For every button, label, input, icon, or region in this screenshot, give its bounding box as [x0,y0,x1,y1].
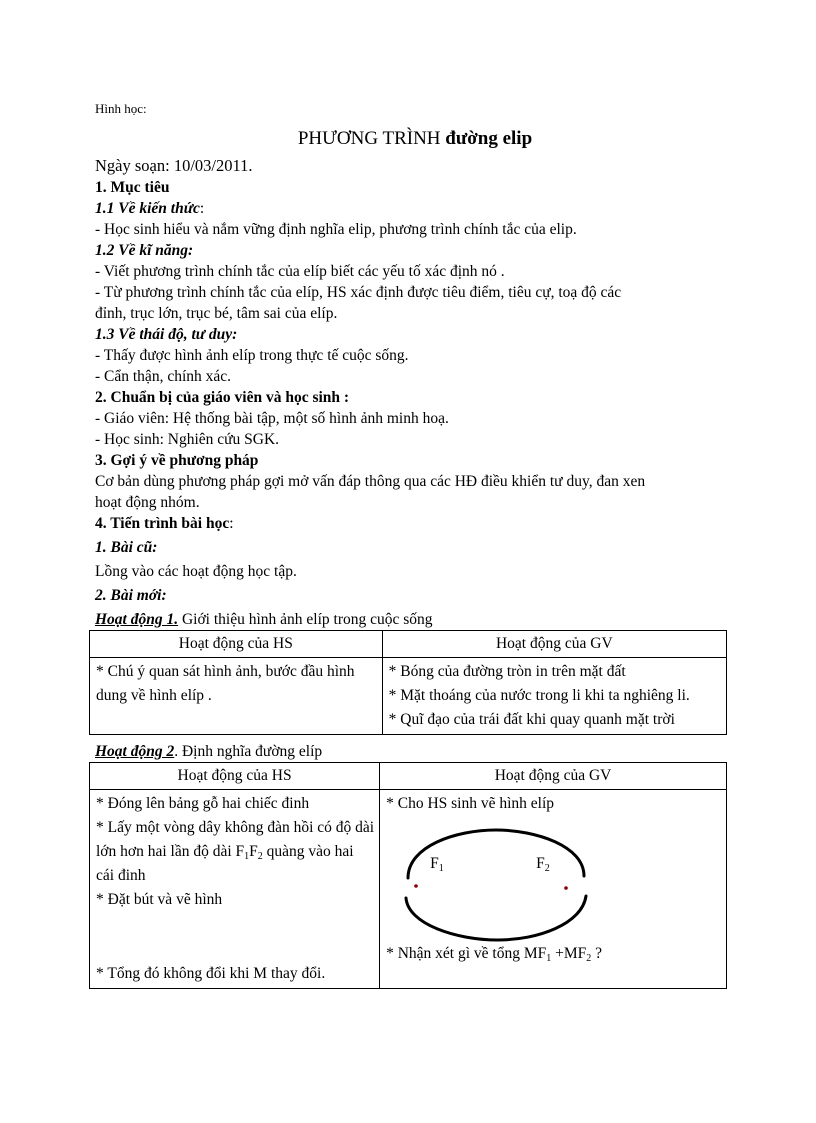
activity-2-hs-cell [90,790,380,989]
activity-2-gv-cell [380,790,727,989]
title-main: PHƯƠNG TRÌNH [297,128,441,149]
prep-student: - Học sinh: Nghiên cứu SGK. [95,431,280,448]
heading-2: 2. Chuẩn bị của giáo viên và học sinh : [95,389,350,406]
skill-line-2: - Từ phương trình chính tắc của elíp, HS xác định được tiêu điểm, tiêu cự, toạ độ các [95,284,622,301]
heading-4-1: 1. Bài cũ: [95,539,158,556]
activity-1-gv-cell [382,658,726,735]
heading-1-2: 1.2 Về kĩ năng: [95,242,194,259]
activity-2-hs-item: * Đặt bút và vẽ hình [96,891,223,908]
activity-1-table [89,630,727,735]
activity-2-heading: Hoạt động 2. Định nghĩa đường elíp [95,743,323,760]
activity-2-hs-item: * Tổng đó không đổi khi M thay đổi. [96,965,326,982]
activity-1-gv-item: * Bóng của đường tròn in trên mặt đất [388,663,626,680]
activity-2-gv-item: * Nhận xét gì về tổng $MF_1 +MF_2$ ? [386,945,603,964]
document-page [95,100,735,989]
heading-4-2: 2. Bài mới: [95,587,167,604]
subject-label: Hình học: [95,101,147,116]
heading-1-3: 1.3 Về thái độ, tư duy: [95,326,238,343]
activity-2-col-hs: Hoạt động của HS [90,763,380,790]
prep-teacher: - Giáo viên: Hệ thống bài tập, một số hình ảnh minh hoạ. [95,410,449,427]
activity-1-gv-item: * Mặt thoáng của nước trong li khi ta nghiêng li. [388,687,690,704]
ellipse-figure [386,816,716,942]
focus-1-point [414,884,418,888]
date-line: Ngày soạn: 10/03/2011. [95,156,253,175]
ellipse-drawing [386,816,716,942]
title-bold: đường elip [445,128,533,149]
method-line-1: Cơ bản dùng phương pháp gợi mở vấn đáp thông qua các HĐ điều khiển tư duy, đan xen [95,473,646,490]
focus-1-label: $F_1$ [430,855,444,874]
activity-1-col-hs: Hoạt động của HS [90,631,383,658]
heading-4: 4. Tiến trình bài học: [95,515,234,532]
heading-3: 3. Gợi ý về phương pháp [95,452,259,469]
attitude-line-1: - Thấy được hình ảnh elíp trong thực tế cuộc sống. [95,347,409,364]
method-line-2: hoạt động nhóm. [95,494,200,511]
focus-2-label: $F_2$ [536,855,550,874]
attitude-line-2: - Cẩn thận, chính xác. [95,368,232,385]
activity-1-hs-text: * Chú ý quan sát hình ảnh, bước đầu hình dung về hình elíp . [96,663,355,704]
activity-1-gv-item: * Quĩ đạo của trái đất khi quay quanh mặt trời [388,711,675,728]
skill-line-3: đỉnh, trục lớn, trục bé, tâm sai của elíp. [95,305,338,322]
activity-2-hs-item: * Lấy một vòng dây không đàn hồi có độ dài lớn hơn hai lần độ dài $F_1F_2$ quàng vào hai cái đinh [96,819,375,884]
old-lesson-line: Lồng vào các hoạt động học tập. [95,563,297,580]
activity-1-col-gv: Hoạt động của GV [382,631,726,658]
activity-2-col-gv: Hoạt động của GV [380,763,727,790]
activity-1-hs-cell [90,658,383,735]
knowledge-line: - Học sinh hiểu và nắm vững định nghĩa elip, phương trình chính tắc của elip. [95,221,577,238]
activity-2-hs-item: * Đóng lên bảng gỗ hai chiếc đinh [96,795,310,812]
page-title [95,126,735,152]
focus-2-point [564,886,568,890]
skill-line-1: - Viết phương trình chính tắc của elíp biết các yếu tố xác định nó . [95,263,505,280]
activity-2-gv-item: * Cho HS sinh vẽ hình elíp [386,795,555,812]
heading-1: 1. Mục tiêu [95,179,170,196]
activity-2-table [89,762,727,989]
activity-1-heading: Hoạt động 1. Giới thiệu hình ảnh elíp trong cuộc sống [95,611,433,628]
heading-1-1: 1.1 Về kiến thức: [95,200,205,217]
ellipse-bottom-arc [406,896,586,940]
